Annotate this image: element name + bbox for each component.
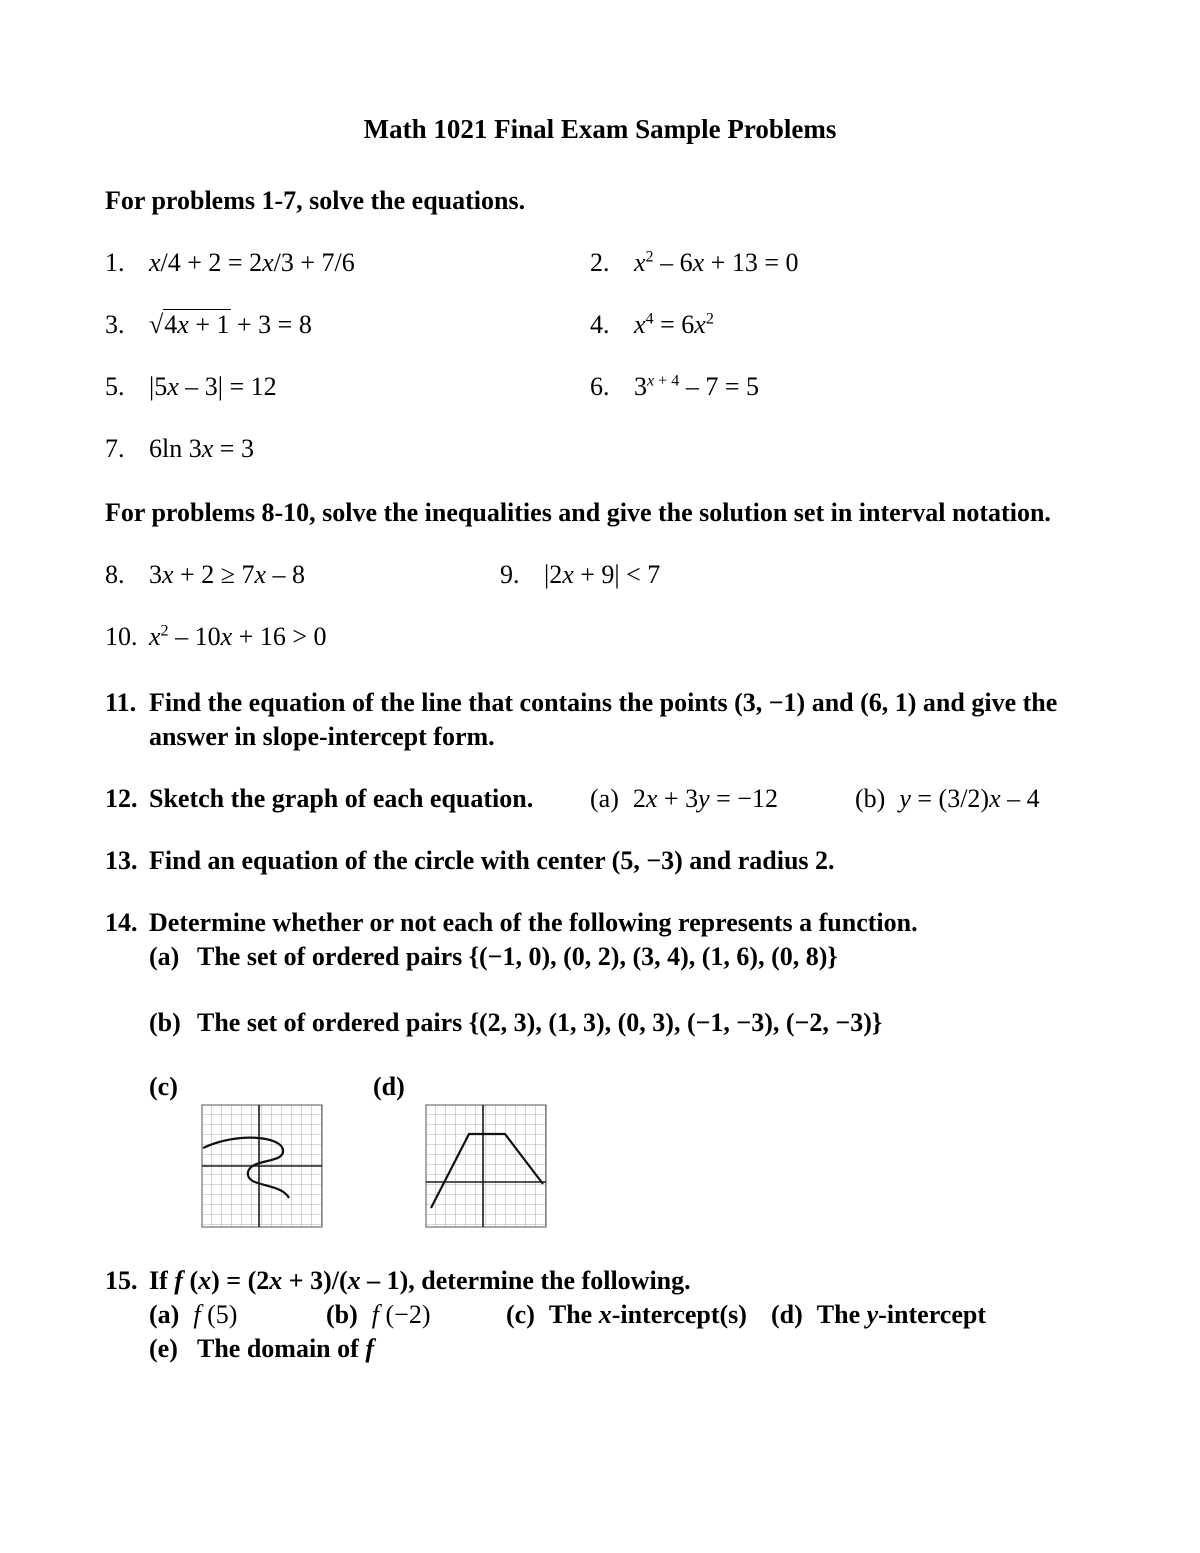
problem-12b [855, 782, 1040, 816]
problem-15e-text: The domain of f [197, 1334, 374, 1363]
problem-3 [105, 308, 590, 342]
problem-10-expression: $x^2 - 10x + 16 > 0$ [149, 622, 327, 651]
problem-15e [105, 1332, 1095, 1366]
problem-10 [105, 620, 326, 654]
problem-2-number: 2. [590, 248, 610, 277]
problem-12a-label: (a) [590, 784, 619, 813]
problem-3-expression: √4x + 1 + 3 = 8 [149, 310, 312, 339]
problem-11-text: Find the equation of the line that contains the points (3, −1) and (6, 1) and give the answer in slope-intercept form. [149, 688, 1058, 751]
problem-12-text: Sketch the graph of each equation. [149, 784, 534, 813]
problem-12a-expression: 2x + 3y = −12 [632, 784, 778, 813]
problem-15d-label: (d) [771, 1300, 803, 1329]
problem-15a-expression: f (5) [193, 1300, 238, 1329]
problem-14d-label: (d) [373, 1072, 405, 1101]
problem-15b-expression: f (−2) [371, 1300, 431, 1329]
problem-13 [105, 844, 1095, 878]
problem-14b-text: The set of ordered pairs {(2, 3), (1, 3), (0, 3), (−1, −3), (−2, −3)} [197, 1008, 883, 1037]
problem-14-text: Determine whether or not each of the following represents a function. [149, 908, 918, 937]
problem-14c [149, 1070, 373, 1228]
problem-6-expression: $3^{x + 4} - 7 = 5$ [634, 372, 760, 401]
problem-12a [590, 782, 855, 816]
problem-14c-label: (c) [149, 1072, 178, 1101]
problem-12b-expression: y = (3/2)x – 4 [899, 784, 1040, 813]
problem-14a-text: The set of ordered pairs {(−1, 0), (0, 2), (3, 4), (1, 6), (0, 8)} [197, 942, 838, 971]
problem-2 [590, 246, 798, 280]
problem-6 [590, 370, 759, 404]
problem-14b [105, 1006, 1095, 1040]
problem-2-expression: $x^2 - 6x + 13 = 0$ [634, 248, 799, 277]
instructions-problems-1-7: For problems 1-7, solve the equations. [105, 186, 526, 215]
problem-13-text: Find an equation of the circle with center (5, −3) and radius 2. [149, 846, 835, 875]
row-problems-3-4 [105, 308, 1095, 342]
problem-15d [771, 1298, 986, 1332]
problem-15a [149, 1298, 326, 1332]
problem-9-number: 9. [500, 560, 520, 589]
row-problems-8-9 [105, 558, 1095, 592]
problem-8-expression: 3x + 2 ≥ 7x – 8 [149, 560, 306, 589]
graph-c [201, 1104, 323, 1228]
problem-9 [500, 558, 660, 592]
problem-12-number: 12. [105, 784, 138, 813]
problem-5 [105, 370, 590, 404]
problem-15-text: If f (x) = (2x + 3)/(x – 1), determine the following. [149, 1266, 691, 1295]
problem-9-expression: |2x + 9| < 7 [544, 560, 661, 589]
problem-6-number: 6. [590, 372, 610, 401]
problem-4-expression: $x^4 = 6x^2$ [634, 310, 714, 339]
problem-15c-text: The x-intercept(s) [548, 1300, 747, 1329]
problem-15a-label: (a) [149, 1300, 180, 1329]
problem-14b-label: (b) [149, 1008, 181, 1037]
doc-title: Math 1021 Final Exam Sample Problems [363, 114, 837, 144]
problem-7 [105, 432, 254, 466]
row-problem-10 [105, 620, 1095, 654]
row-problems-5-6 [105, 370, 1095, 404]
problem-14-graphs [105, 1070, 1095, 1228]
problem-7-number: 7. [105, 434, 125, 463]
problem-14a-label: (a) [149, 942, 180, 971]
problem-1 [105, 246, 590, 280]
problem-12b-label: (b) [855, 784, 886, 813]
problem-7-expression: 6ln 3x = 3 [149, 434, 254, 463]
problem-4-number: 4. [590, 310, 610, 339]
problem-1-expression: x/4 + 2 = 2x/3 + 7/6 [149, 248, 355, 277]
problem-12-main [105, 782, 590, 816]
problem-15c [506, 1298, 771, 1332]
problem-15 [105, 1264, 1095, 1298]
problem-14-number: 14. [105, 908, 138, 937]
problem-3-number: 3. [105, 310, 125, 339]
problem-15b-label: (b) [326, 1300, 358, 1329]
row-problem-7 [105, 432, 1095, 466]
problem-15d-text: The y-intercept [816, 1300, 986, 1329]
problem-13-number: 13. [105, 846, 138, 875]
problem-15-number: 15. [105, 1266, 138, 1295]
problem-15e-label: (e) [149, 1334, 178, 1363]
problem-5-expression: |5x – 3| = 12 [149, 372, 277, 401]
row-problems-1-2 [105, 246, 1095, 280]
problem-15b [326, 1298, 506, 1332]
problem-15c-label: (c) [506, 1300, 535, 1329]
problem-1-number: 1. [105, 248, 125, 277]
instructions-problems-8-10: For problems 8-10, solve the inequalities and give the solution set in interval notation. [105, 498, 1051, 527]
problem-11-number: 11. [105, 688, 137, 717]
problem-10-number: 10. [105, 622, 138, 651]
problem-14 [105, 906, 1095, 940]
problem-8 [105, 558, 500, 592]
problem-14a [105, 940, 1095, 974]
problem-15-parts [105, 1298, 1095, 1332]
problem-5-number: 5. [105, 372, 125, 401]
graph-d [425, 1104, 547, 1228]
problem-14d [373, 1070, 597, 1228]
problem-4 [590, 308, 714, 342]
problem-8-number: 8. [105, 560, 125, 589]
problem-12 [105, 782, 1095, 816]
problem-11 [105, 686, 1095, 754]
